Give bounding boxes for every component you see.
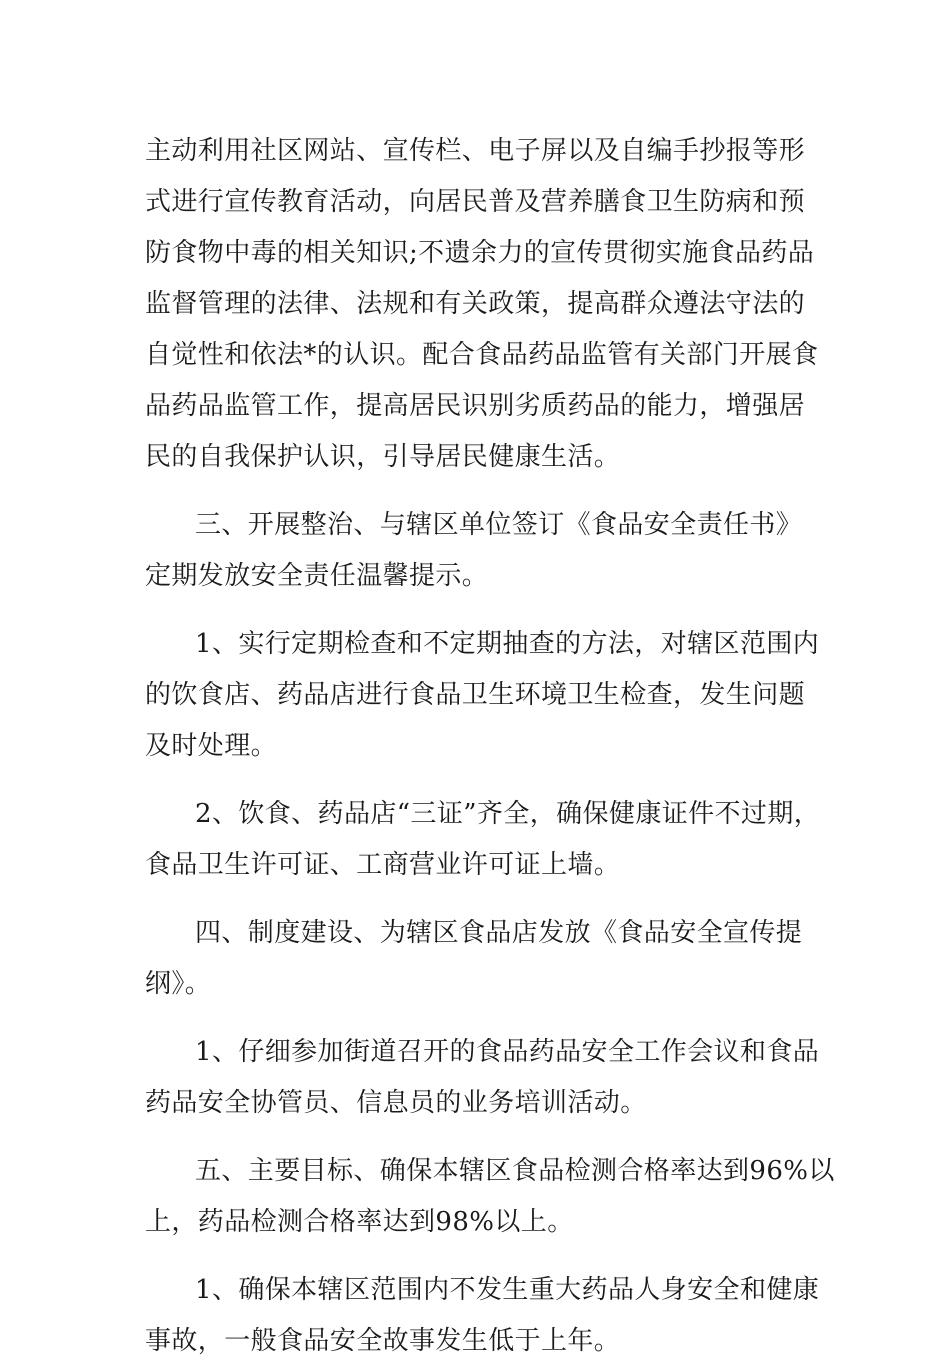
text-line: 防食物中毒的相关知识;不遗余力的宣传贯彻实施食品药品	[145, 238, 815, 268]
list-item	[145, 1029, 825, 1131]
text-line: 1、仔细参加街道召开的食品药品安全工作会议和食品	[195, 1037, 820, 1067]
text-line: 式进行宣传教育活动，向居民普及营养膳食卫生防病和预	[145, 187, 806, 217]
text-line: 自觉性和依法*的认识。配合食品药品监管有关部门开展食	[145, 340, 819, 370]
section-heading-3	[145, 502, 825, 604]
text-line: 品药品监管工作，提高居民识别劣质药品的能力，增强居	[145, 391, 806, 421]
list-item	[145, 791, 825, 893]
text-line: 四、制度建设、为辖区食品店发放《食品安全宣传提	[195, 918, 803, 948]
list-item	[145, 1267, 825, 1369]
text-line: 2、饮食、药品店“三证”齐全，确保健康证件不过期，	[195, 799, 821, 829]
document-body	[145, 128, 835, 1369]
section-heading-4	[145, 910, 825, 1012]
text-line: 五、主要目标、确保本辖区食品检测合格率达到96%以	[195, 1156, 835, 1186]
text-line: 监督管理的法律、法规和有关政策，提高群众遵法守法的	[145, 289, 806, 319]
text-line: 民的自我保护认识，引导居民健康生活。	[145, 442, 621, 472]
text-line: 1、确保本辖区范围内不发生重大药品人身安全和健康	[195, 1275, 820, 1305]
text-line: 定期发放安全责任温馨提示。	[145, 561, 489, 591]
text-line: 事故，一般食品安全故事发生低于上年。	[145, 1326, 621, 1356]
text-line: 食品卫生许可证、工商营业许可证上墙。	[145, 850, 621, 880]
text-line: 上，药品检测合格率达到98%以上。	[145, 1207, 574, 1237]
text-line: 纲》。	[145, 969, 212, 999]
text-line: 三、开展整治、与辖区单位签订《食品安全责任书》	[195, 510, 803, 540]
list-item	[145, 621, 825, 774]
text-line: 的饮食店、药品店进行食品卫生环境卫生检查，发生问题	[145, 680, 806, 710]
text-line: 1、实行定期检查和不定期抽查的方法，对辖区范围内	[195, 629, 820, 659]
text-line: 主动利用社区网站、宣传栏、电子屏以及自编手抄报等形	[145, 136, 806, 166]
text-line: 药品安全协管员、信息员的业务培训活动。	[145, 1088, 647, 1118]
text-line: 及时处理。	[145, 731, 278, 761]
paragraph	[145, 128, 825, 485]
section-heading-5	[145, 1148, 835, 1250]
